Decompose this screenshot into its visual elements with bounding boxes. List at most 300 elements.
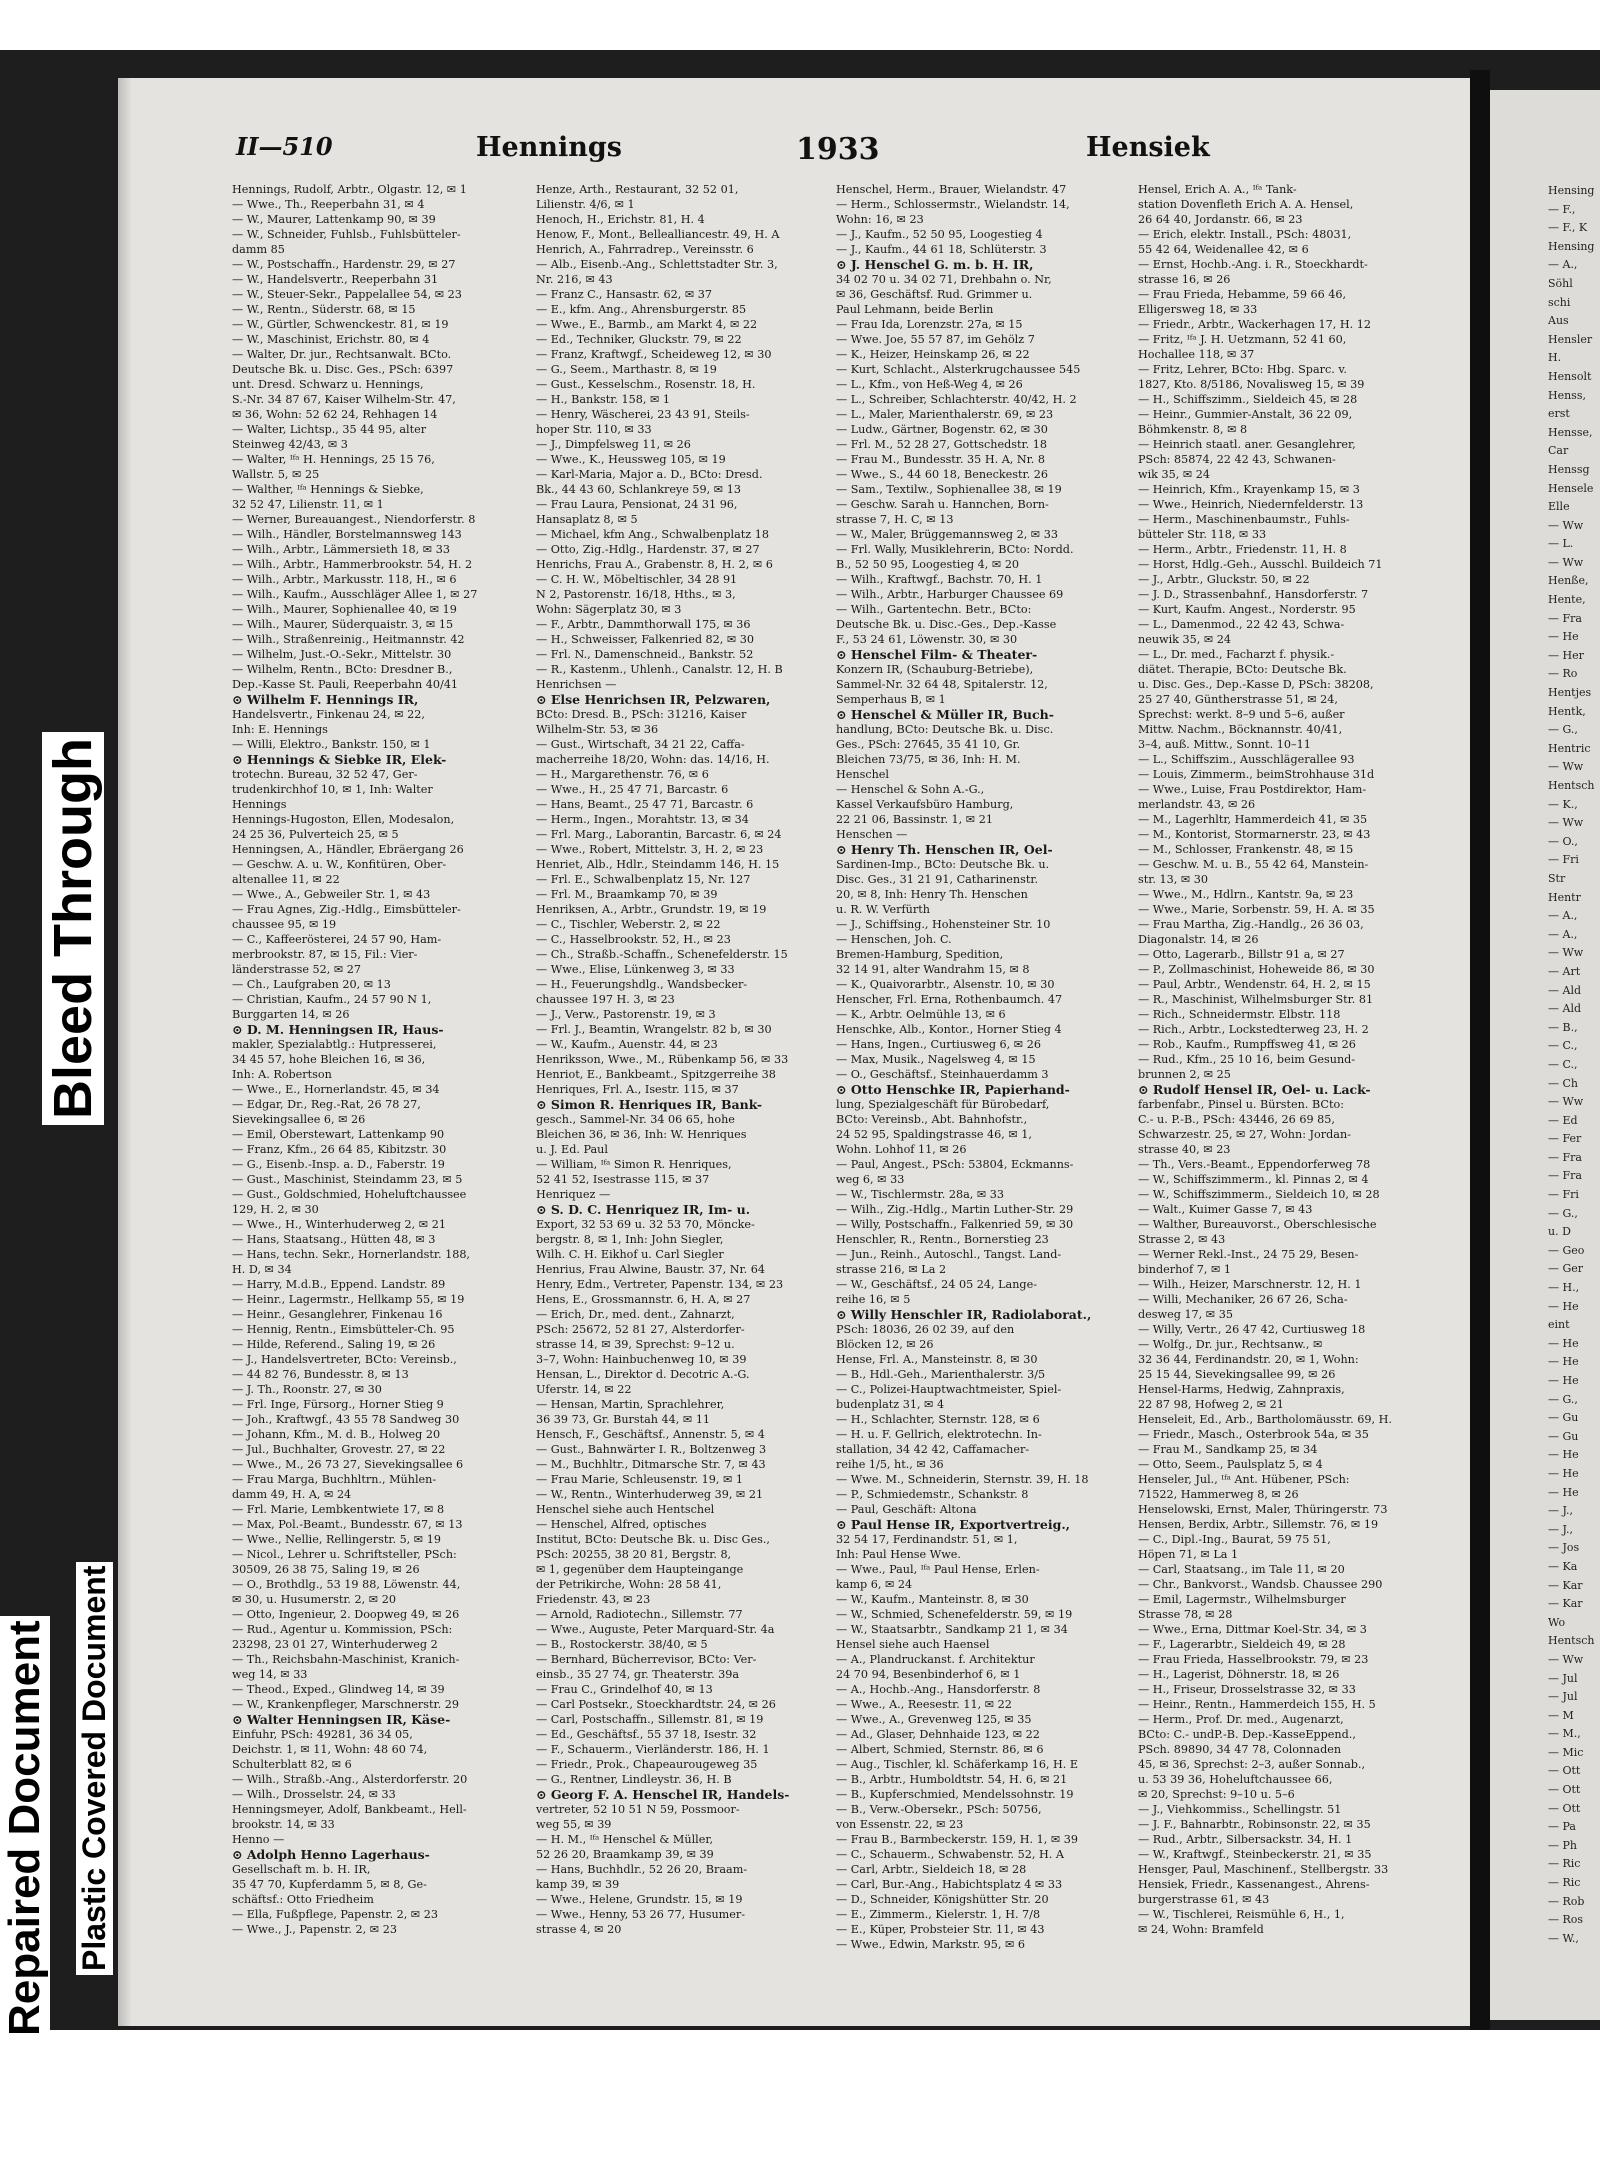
directory-entry: vertreter, 52 10 51 N 59, Possmoor- — [536, 1803, 740, 1816]
directory-entry: — K., Quaivorarbtr., Alsenstr. 10, ✉ 30 — [836, 978, 1055, 991]
directory-entry: Inh: Paul Hense Wwe. — [836, 1548, 961, 1561]
directory-entry: — C., Tischler, Weberstr. 2, ✉ 22 — [536, 918, 721, 931]
directory-entry: — L., Damenmod., 22 42 43, Schwa- — [1138, 618, 1345, 631]
directory-entry: N 2, Pastorenstr. 16/18, Hths., ✉ 3, — [536, 588, 736, 601]
directory-entry: ✉ 24, Wohn: Bramfeld — [1138, 1923, 1264, 1936]
directory-entry: — Otto, Zig.-Hdlg., Hardenstr. 37, ✉ 27 — [536, 543, 760, 556]
sliver-entry: erst — [1548, 407, 1570, 421]
directory-entry: — Th., Vers.-Beamt., Eppendorferweg 78 — [1138, 1158, 1371, 1171]
directory-entry: — Friedr., Arbtr., Wackerhagen 17, H. 12 — [1138, 318, 1371, 331]
directory-entry: ⊙ Walter Henningsen IR, Käse- — [232, 1712, 451, 1727]
directory-entry: Nr. 216, ✉ 43 — [536, 273, 613, 286]
sliver-entry: Hente, — [1548, 593, 1586, 607]
directory-entry: — Wilhelm, Rentn., BCto: Dresdner B., — [232, 663, 453, 676]
directory-entry: — L., Schiffszim., Ausschlägerallee 93 — [1138, 753, 1355, 766]
directory-entry: — Henschel, Alfred, optisches — [536, 1518, 707, 1531]
directory-entry: Ges., PSch: 27645, 35 41 10, Gr. — [836, 738, 1021, 751]
directory-entry: Hensel, Erich A. A., ᴵᶠᵃ Tank- — [1138, 183, 1297, 196]
directory-entry: Deutsche Bk. u. Disc.-Ges., Dep.-Kasse — [836, 618, 1057, 631]
directory-entry: — Wwe., A., Gebweiler Str. 1, ✉ 43 — [232, 888, 431, 901]
directory-entry: desweg 17, ✉ 35 — [1138, 1308, 1233, 1321]
directory-entry: — Frl. M., Braamkamp 70, ✉ 39 — [536, 888, 718, 901]
directory-entry: trotechn. Bureau, 32 52 47, Ger- — [232, 768, 418, 781]
directory-entry: — L., Maler, Marienthalerstr. 69, ✉ 23 — [836, 408, 1054, 421]
directory-entry: Henschke, Alb., Kontor., Horner Stieg 4 — [836, 1023, 1062, 1036]
directory-entry: — Rud., Kfm., 25 10 16, beim Gesund- — [1138, 1053, 1356, 1066]
directory-entry: — W., Maschinist, Erichstr. 80, ✉ 4 — [232, 333, 430, 346]
directory-entry: 32 36 44, Ferdinandstr. 20, ✉ 1, Wohn: — [1138, 1353, 1359, 1366]
directory-entry: Friedenstr. 43, ✉ 23 — [536, 1593, 651, 1606]
directory-entry: — Herm., Prof. Dr. med., Augenarzt, — [1138, 1713, 1344, 1726]
directory-entry: — Wwe., Elise, Lünkenweg 3, ✉ 33 — [536, 963, 735, 976]
directory-entry: — F., Arbtr., Dammthorwall 175, ✉ 36 — [536, 618, 751, 631]
directory-entry: handlung, BCto: Deutsche Bk. u. Disc. — [836, 723, 1054, 736]
directory-entry: — B., Verw.-Obersekr., PSch: 50756, — [836, 1803, 1042, 1816]
directory-entry: — Frau Marie, Schleusenstr. 19, ✉ 1 — [536, 1473, 744, 1486]
directory-entry: — J., Kaufm., 44 61 18, Schlüterstr. 3 — [836, 243, 1047, 256]
directory-entry: — W., Kaufm., Manteinstr. 8, ✉ 30 — [836, 1593, 1029, 1606]
bleed-through-label: Bleed Through — [42, 732, 104, 1125]
sliver-entry: — Pa — [1548, 1820, 1576, 1834]
directory-entry: — Kurt, Kaufm. Angest., Norderstr. 95 — [1138, 603, 1356, 616]
header-first-entry: Hennings — [476, 132, 622, 163]
directory-entry: ⊙ Simon R. Henriques IR, Bank- — [536, 1097, 763, 1112]
directory-entry: — Herm., Maschinenbaumstr., Fuhls- — [1138, 513, 1350, 526]
directory-entry: — Gust., Maschinist, Steindamm 23, ✉ 5 — [232, 1173, 463, 1186]
directory-entry: diätet. Therapie, BCto: Deutsche Bk. — [1138, 663, 1347, 676]
directory-entry: — Heinr., Rentn., Hammerdeich 155, H. 5 — [1138, 1698, 1376, 1711]
sliver-entry: Hensolt — [1548, 369, 1592, 383]
directory-entry: — R., Maschinist, Wilhelmsburger Str. 81 — [1138, 993, 1374, 1006]
directory-entry: — Wilh., Drosselstr. 24, ✉ 33 — [232, 1788, 396, 1801]
directory-entry: — Paul, Arbtr., Wendenstr. 64, H. 2, ✉ 15 — [1138, 978, 1371, 991]
directory-entry: 22 87 98, Hofweg 2, ✉ 21 — [1138, 1398, 1284, 1411]
directory-entry: — Max, Musik., Nagelsweg 4, ✉ 15 — [836, 1053, 1036, 1066]
sliver-entry: — Fri — [1548, 1188, 1579, 1202]
sliver-entry: — He — [1548, 1299, 1579, 1313]
directory-entry: chaussee 197 H. 3, ✉ 23 — [536, 993, 675, 1006]
directory-entry: — Frl. Marie, Lembkentwiete 17, ✉ 8 — [232, 1503, 445, 1516]
directory-entry: weg 6, ✉ 33 — [836, 1173, 905, 1186]
directory-entry: Schwarzestr. 25, ✉ 27, Wohn: Jordan- — [1138, 1128, 1351, 1141]
sliver-entry: Car — [1548, 444, 1569, 458]
directory-entry: damm 85 — [232, 243, 285, 256]
sliver-entry: — M — [1548, 1708, 1574, 1722]
directory-entry: Wohn: 16, ✉ 23 — [836, 213, 924, 226]
sliver-entry: — Gu — [1548, 1411, 1579, 1425]
directory-entry: ⊙ J. Henschel G. m. b. H. IR, — [836, 257, 1034, 272]
directory-entry: Inh: A. Robertson — [232, 1068, 332, 1081]
directory-entry: strasse 16, ✉ 26 — [1138, 273, 1231, 286]
directory-entry: — Wilh., Arbtr., Hammerbrookstr. 54, H. 2 — [232, 558, 473, 571]
directory-entry: länderstrasse 52, ✉ 27 — [232, 963, 362, 976]
directory-entry: — J., Arbtr., Gluckstr. 50, ✉ 22 — [1138, 573, 1310, 586]
directory-entry: — Hans, Staatsang., Hütten 48, ✉ 3 — [232, 1233, 436, 1246]
directory-entry: — E., Küper, Probsteier Str. 11, ✉ 43 — [836, 1923, 1045, 1936]
sliver-entry: — Ww — [1548, 760, 1584, 774]
directory-entry: — J. D., Strassenbahnf., Hansdorferstr. 7 — [1138, 588, 1369, 601]
directory-entry: — Wilh., Arbtr., Markusstr. 118, H., ✉ 6 — [232, 573, 457, 586]
sliver-entry: — Ott — [1548, 1801, 1581, 1815]
directory-entry: u. Disc. Ges., Dep.-Kasse D, PSch: 38208, — [1138, 678, 1374, 691]
directory-entry: — Wwe. M., Schneiderin, Sternstr. 39, H. 18 — [836, 1473, 1089, 1486]
directory-entry: — Frl. M., 52 28 27, Gottschedstr. 18 — [836, 438, 1047, 451]
sliver-entry: Hensse, — [1548, 425, 1593, 439]
directory-entry: — W., Schmied, Schenefelderstr. 59, ✉ 19 — [836, 1608, 1073, 1621]
directory-entry: Henseleit, Ed., Arb., Bartholomäusstr. 69, H. — [1138, 1413, 1392, 1426]
sliver-entry: — He — [1548, 1355, 1579, 1369]
directory-entry: — Gust., Bahnwärter I. R., Boltzenweg 3 — [536, 1443, 767, 1456]
directory-entry: Wallstr. 5, ✉ 25 — [232, 468, 320, 481]
sliver-entry: — Ww — [1548, 555, 1584, 569]
directory-entry: Handelsvertr., Finkenau 24, ✉ 22, — [232, 708, 425, 721]
directory-entry: Sprechst: werkt. 8–9 und 5–6, außer — [1138, 708, 1345, 721]
directory-entry: strasse 40, ✉ 23 — [1138, 1143, 1231, 1156]
directory-entry: — Wwe., H., Winterhuderweg 2, ✉ 21 — [232, 1218, 446, 1231]
directory-entry: — Willy, Postschaffn., Falkenried 59, ✉ 30 — [836, 1218, 1074, 1231]
sliver-entry: — A., — [1548, 909, 1578, 923]
sliver-entry: — Ott — [1548, 1783, 1581, 1797]
directory-entry: Henrichsen — — [536, 678, 617, 691]
directory-entry: merlandstr. 43, ✉ 26 — [1138, 798, 1256, 811]
directory-entry: — Frau Frieda, Hasselbrookstr. 79, ✉ 23 — [1138, 1653, 1369, 1666]
directory-entry: — Willy, Vertr., 26 47 42, Curtiusweg 18 — [1138, 1323, 1366, 1336]
directory-entry: Gesellschaft m. b. H. IR, — [232, 1863, 371, 1876]
directory-entry: Henriot, E., Bankbeamt., Spitzgerreihe 38 — [536, 1068, 776, 1081]
directory-entry: — Werner, Bureauangest., Niendorferstr. 8 — [232, 513, 476, 526]
sliver-entry: Hensing — [1548, 239, 1595, 253]
directory-entry: — Wwe., Robert, Mittelstr. 3, H. 2, ✉ 23 — [536, 843, 764, 856]
directory-entry: — J., Viehkommiss., Schellingstr. 51 — [1138, 1803, 1342, 1816]
directory-entry: — Fritz, Lehrer, BCto: Hbg. Sparc. v. — [1138, 363, 1347, 376]
sliver-entry: — K., — [1548, 797, 1578, 811]
directory-entry: H. D, ✉ 34 — [232, 1263, 292, 1276]
sliver-entry: Henße, — [1548, 574, 1589, 588]
sliver-entry: — Fra — [1548, 611, 1582, 625]
directory-entry: — J., Verw., Pastorenstr. 19, ✉ 3 — [536, 1008, 716, 1021]
directory-entry: Bleichen 36, ✉ 36, Inh: W. Henriques — [536, 1128, 747, 1141]
directory-entry: — Hans, Buchhdlr., 52 26 20, Braam- — [536, 1863, 748, 1876]
directory-entry: Henningsmeyer, Adolf, Bankbeamt., Hell- — [232, 1803, 467, 1816]
directory-entry: — W., Maurer, Lattenkamp 90, ✉ 39 — [232, 213, 436, 226]
directory-entry: — W., Gürtler, Schwenckestr. 81, ✉ 19 — [232, 318, 449, 331]
directory-entry: Henriet, Alb., Hdlr., Steindamm 146, H. 15 — [536, 858, 780, 871]
directory-entry: F., 53 24 61, Löwenstr. 30, ✉ 30 — [836, 633, 1018, 646]
directory-entry: ✉ 36, Wohn: 52 62 24, Rehhagen 14 — [232, 408, 438, 421]
directory-entry: binderhof 7, ✉ 1 — [1138, 1263, 1231, 1276]
directory-entry: Hansaplatz 8, ✉ 5 — [536, 513, 638, 526]
directory-entry: — L., Schreiber, Schlachterstr. 40/42, H. 2 — [836, 393, 1077, 406]
directory-entry: — Jun., Reinh., Autoschl., Tangst. Land- — [836, 1248, 1062, 1261]
directory-entry: ✉ 20, Sprechst: 9–10 u. 5–6 — [1138, 1788, 1295, 1801]
directory-entry: 32 14 91, alter Wandrahm 15, ✉ 8 — [836, 963, 1030, 976]
directory-entry: — Ed., Techniker, Gluckstr. 79, ✉ 22 — [536, 333, 742, 346]
directory-entry: Henrius, Frau Alwine, Baustr. 37, Nr. 64 — [536, 1263, 766, 1276]
page-header — [236, 132, 1236, 172]
directory-entry: — Geschw. M. u. B., 55 42 64, Manstein- — [1138, 858, 1369, 871]
sliver-entry: — Mic — [1548, 1745, 1584, 1759]
directory-entry: — B., Kupferschmied, Mendelssohnstr. 19 — [836, 1788, 1074, 1801]
directory-entry: — Wwe., Henny, 53 26 77, Husumer- — [536, 1908, 746, 1921]
directory-entry: Hensen, Berdix, Arbtr., Sillemstr. 76, ✉ 19 — [1138, 1518, 1379, 1531]
sliver-entry: — Fra — [1548, 1169, 1582, 1183]
directory-entry: — Carl Postsekr., Stoeckhardtstr. 24, ✉ 26 — [536, 1698, 776, 1711]
directory-entry: Kassel Verkaufsbüro Hamburg, — [836, 798, 1014, 811]
directory-entry: ⊙ S. D. C. Henriquez IR, Im- u. — [536, 1202, 751, 1217]
directory-entry: Henschler, R., Rentn., Bornerstieg 23 — [836, 1233, 1049, 1246]
directory-entry: — C., Polizei-Hauptwachtmeister, Spiel- — [836, 1383, 1062, 1396]
sliver-entry: Elle — [1548, 500, 1570, 514]
directory-entry: PSch: 20255, 38 20 81, Bergstr. 8, — [536, 1548, 732, 1561]
directory-entry: — E., kfm. Ang., Ahrensburgerstr. 85 — [536, 303, 747, 316]
sliver-entry: — He — [1548, 630, 1579, 644]
sliver-entry: — A., — [1548, 258, 1578, 272]
directory-entry: — J., Schiffsing., Hohensteiner Str. 10 — [836, 918, 1051, 931]
directory-entry: Henow, F., Mont., Bellealliancestr. 49, H. A — [536, 228, 780, 241]
directory-entry: Inh: E. Hennings — [232, 723, 328, 736]
directory-entry: — W., Rentn., Süderstr. 68, ✉ 15 — [232, 303, 416, 316]
directory-entry: — Frau Agnes, Zig.-Hdlg., Eimsbütteler- — [232, 903, 461, 916]
directory-entry: — H., Schiffszimm., Sieldeich 45, ✉ 28 — [1138, 393, 1358, 406]
directory-entry: Hensel siehe auch Haensel — [836, 1638, 990, 1651]
sliver-entry: — Ka — [1548, 1559, 1578, 1573]
directory-entry: — William, ᴵᶠᵃ Simon R. Henriques, — [536, 1158, 732, 1171]
directory-entry: — Wilh., Kraftwgf., Bachstr. 70, H. 1 — [836, 573, 1043, 586]
sliver-entry: — B., — [1548, 1020, 1578, 1034]
directory-entry: — Frau M., Sandkamp 25, ✉ 34 — [1138, 1443, 1318, 1456]
directory-entry: weg 55, ✉ 39 — [536, 1818, 612, 1831]
directory-entry: bergstr. 8, ✉ 1, Inh: John Siegler, — [536, 1233, 724, 1246]
directory-entry: — Wilh., Zig.-Hdlg., Martin Luther-Str. 29 — [836, 1203, 1074, 1216]
directory-entry: — Ad., Glaser, Dehnhaide 123, ✉ 22 — [836, 1728, 1040, 1741]
sliver-entry: — G., — [1548, 723, 1578, 737]
directory-entry: der Petrikirche, Wohn: 28 58 41, — [536, 1578, 722, 1591]
directory-entry: — W., Krankenpfleger, Marschnerstr. 29 — [232, 1698, 459, 1711]
sliver-entry: — J., — [1548, 1504, 1574, 1518]
directory-entry: 129, H. 2, ✉ 30 — [232, 1203, 319, 1216]
directory-entry: — J. F., Bahnarbtr., Robinsonstr. 22, ✉ 35 — [1138, 1818, 1371, 1831]
directory-entry: — Frl. Inge, Fürsorg., Horner Stieg 9 — [232, 1398, 444, 1411]
directory-entry: — E., Zimmerm., Kielerstr. 1, H. 7/8 — [836, 1908, 1041, 1921]
directory-entry: — Rich., Schneidermstr. Elbstr. 118 — [1138, 1008, 1341, 1021]
directory-entry: Deutsche Bk. u. Disc. Ges., PSch: 6397 — [232, 363, 454, 376]
directory-entry: — Theod., Exped., Glindweg 14, ✉ 39 — [232, 1683, 445, 1696]
directory-entry: — Frl. N., Damenschneid., Bankstr. 52 — [536, 648, 754, 661]
directory-entry: — J., Dimpfelsweg 11, ✉ 26 — [536, 438, 691, 451]
directory-entry: — B., Arbtr., Humboldtstr. 54, H. 6, ✉ 21 — [836, 1773, 1068, 1786]
directory-entry: — J. Th., Roonstr. 27, ✉ 30 — [232, 1383, 382, 1396]
directory-entry: — Herm., Schlossermstr., Wielandstr. 14, — [836, 198, 1070, 211]
directory-entry: — Wwe., Nellie, Rellingerstr. 5, ✉ 19 — [232, 1533, 441, 1546]
sliver-entry: — Her — [1548, 648, 1584, 662]
directory-entry: ✉ 30, u. Husumerstr. 2, ✉ 20 — [232, 1593, 396, 1606]
directory-entry: ⊙ Henschel & Müller IR, Buch- — [836, 707, 1054, 722]
directory-entry: Uferstr. 14, ✉ 22 — [536, 1383, 632, 1396]
directory-entry: — Nicol., Lehrer u. Schriftsteller, PSch: — [232, 1548, 457, 1561]
directory-entry: 34 45 57, hohe Bleichen 16, ✉ 36, — [232, 1053, 426, 1066]
directory-entry: 20, ✉ 8, Inh: Henry Th. Henschen — [836, 888, 1028, 901]
right-page-sliver — [1548, 182, 1600, 1945]
sliver-entry: Hensing — [1548, 184, 1595, 197]
sliver-entry: — J., — [1548, 1522, 1574, 1536]
directory-entry: — B., Rostockerstr. 38/40, ✉ 5 — [536, 1638, 708, 1651]
directory-entry: — M., Buchhltr., Ditmarsche Str. 7, ✉ 43 — [536, 1458, 766, 1471]
directory-entry: Höpen 71, ✉ La 1 — [1138, 1548, 1239, 1561]
directory-entry: ⊙ Hennings & Siebke IR, Elek- — [232, 752, 447, 767]
sliver-entry: — Ald — [1548, 1002, 1581, 1016]
directory-entry: einsb., 35 27 74, gr. Theaterstr. 39a — [536, 1668, 740, 1681]
directory-entry: Henry, Edm., Vertreter, Papenstr. 134, ✉ 23 — [536, 1278, 784, 1291]
directory-entry: — L., Kfm., von Heß-Weg 4, ✉ 26 — [836, 378, 1023, 391]
directory-entry: 25 27 40, Güntherstrasse 51, ✉ 24, — [1138, 693, 1338, 706]
directory-entry: — Henschel & Sohn A.-G., — [836, 783, 985, 796]
directory-entry: — Otto, Ingenieur, 2. Doopweg 49, ✉ 26 — [232, 1608, 460, 1621]
directory-entry: — Wwe., K., Heussweg 105, ✉ 19 — [536, 453, 726, 466]
directory-entry: — Wwe., Auguste, Peter Marquard-Str. 4a — [536, 1623, 775, 1636]
directory-entry: 3–4, auß. Mittw., Sonnt. 10–11 — [1138, 738, 1311, 751]
directory-entry: 55 42 64, Weidenallee 42, ✉ 6 — [1138, 243, 1309, 256]
directory-entry: — Wolfg., Dr. jur., Rechtsanw., ✉ — [1138, 1338, 1323, 1351]
directory-entry: ⊙ Willy Henschler IR, Radiolaborat., — [836, 1307, 1092, 1322]
directory-entry: merbrookstr. 87, ✉ 15, Fil.: Vier- — [232, 948, 418, 961]
directory-entry: B., 52 50 95, Loogestieg 4, ✉ 20 — [836, 558, 1020, 571]
directory-entry: strasse 216, ✉ La 2 — [836, 1263, 947, 1276]
directory-entry: — Kurt, Schlacht., Alsterkrugchaussee 545 — [836, 363, 1081, 376]
sliver-entry: u. D — [1548, 1225, 1571, 1239]
directory-entry: — K., Arbtr. Oelmühle 13, ✉ 6 — [836, 1008, 1006, 1021]
sliver-entry: — O., — [1548, 834, 1578, 848]
directory-entry: Henno — — [232, 1833, 285, 1846]
sliver-entry: — He — [1548, 1336, 1579, 1350]
sliver-entry: — Jos — [1548, 1541, 1580, 1555]
directory-entry: Hennings, Rudolf, Arbtr., Olgastr. 12, ✉ 1 — [232, 183, 467, 196]
directory-entry: trudenkirchhof 10, ✉ 1, Inh: Walter — [232, 783, 433, 796]
directory-entry: — J., Kaufm., 52 50 95, Loogestieg 4 — [836, 228, 1043, 241]
directory-entry: 25 15 44, Sievekingsallee 99, ✉ 26 — [1138, 1368, 1336, 1381]
directory-entry: Mittw. Nachm., Böcknannstr. 40/41, — [1138, 723, 1343, 736]
directory-entry: — A., Hochb.-Ang., Hansdorferstr. 8 — [836, 1683, 1041, 1696]
directory-entry: — 44 82 76, Bundesstr. 8, ✉ 13 — [232, 1368, 409, 1381]
directory-entry: — Wwe., J., Papenstr. 2, ✉ 23 — [232, 1923, 397, 1936]
directory-entry: 24 70 94, Besenbinderhof 6, ✉ 1 — [836, 1668, 1021, 1681]
sliver-entry: — Kar — [1548, 1597, 1583, 1611]
directory-entry: ✉ 36, Geschäftsf. Rud. Grimmer u. — [836, 288, 1033, 301]
directory-entry: — Frau Ida, Lorenzstr. 27a, ✉ 15 — [836, 318, 1023, 331]
directory-entry: str. 13, ✉ 30 — [1138, 873, 1208, 886]
directory-entry: — Wilh., Heizer, Marschnerstr. 12, H. 1 — [1138, 1278, 1362, 1291]
directory-entry: damm 49, H. A, ✉ 24 — [232, 1488, 352, 1501]
directory-entry: Deichstr. 1, ✉ 11, Wohn: 48 60 74, — [232, 1743, 428, 1756]
sliver-entry: — He — [1548, 1374, 1579, 1387]
directory-entry: Blöcken 12, ✉ 26 — [836, 1338, 934, 1351]
sliver-entry: — He — [1548, 1466, 1579, 1480]
directory-entry: — Walter, ᴵᶠᵃ H. Hennings, 25 15 76, — [232, 453, 435, 466]
directory-entry: Henschel siehe auch Hentschel — [536, 1503, 715, 1516]
directory-entry: Henrich, A., Fahrradrep., Vereinsstr. 6 — [536, 243, 754, 256]
directory-entry: ⊙ Else Henrichsen IR, Pelzwaren, — [536, 692, 771, 707]
directory-entry: u. 53 39 36, Hoheluftchaussee 66, — [1138, 1773, 1333, 1786]
directory-entry: — Jul., Buchhalter, Grovestr. 27, ✉ 22 — [232, 1443, 446, 1456]
directory-entry: — P., Zollmaschinist, Hoheweide 86, ✉ 30 — [1138, 963, 1375, 976]
sliver-entry: — Geo — [1548, 1243, 1585, 1257]
directory-entry: — M., Kontorist, Stormarnerstr. 23, ✉ 43 — [1138, 828, 1371, 841]
directory-entry: — Frl. E., Schwalbenplatz 15, Nr. 127 — [536, 873, 751, 886]
directory-entry: — W., Schiffszimmerm., Sieldeich 10, ✉ 28 — [1138, 1188, 1380, 1201]
directory-entry: — Frau Martha, Zig.-Handlg., 26 36 03, — [1138, 918, 1364, 931]
directory-entry: — Wwe., Erna, Dittmar Koel-Str. 34, ✉ 3 — [1138, 1623, 1367, 1636]
directory-entry: — Emil, Oberstewart, Lattenkamp 90 — [232, 1128, 445, 1141]
directory-entry: ⊙ Wilhelm F. Hennings IR, — [232, 692, 419, 707]
directory-entry: — F., Lagerarbtr., Sieldeich 49, ✉ 28 — [1138, 1638, 1346, 1651]
sliver-entry: — Kar — [1548, 1578, 1583, 1592]
directory-entry: — Wilh., Arbtr., Lämmersieth 18, ✉ 33 — [232, 543, 450, 556]
directory-entry: station Dovenfleth Erich A. A. Hensel, — [1138, 198, 1354, 211]
directory-entry: kamp 6, ✉ 24 — [836, 1578, 913, 1591]
header-last-entry: Hensiek — [1086, 132, 1210, 163]
directory-entry: — W., Tischlerei, Reismühle 6, H., 1, — [1138, 1908, 1345, 1921]
directory-entry: Henscher, Frl. Erna, Rothenbaumch. 47 — [836, 993, 1063, 1006]
directory-entry: — H. u. F. Gellrich, elektrotechn. In- — [836, 1428, 1042, 1441]
sliver-entry: — Jul — [1548, 1671, 1578, 1685]
directory-entry: — Wwe., M., 26 73 27, Sievekingsallee 6 — [232, 1458, 464, 1471]
sliver-entry: — Ww — [1548, 1095, 1584, 1109]
directory-entry: ⊙ Paul Hense IR, Exportvertreig., — [836, 1517, 1071, 1532]
sliver-entry: — F., K — [1548, 221, 1588, 235]
directory-entry: — Hans, Beamt., 25 47 71, Barcastr. 6 — [536, 798, 754, 811]
directory-entry: — O., Brothdlg., 53 19 88, Löwenstr. 44, — [232, 1578, 461, 1591]
directory-entry: — Wilh., Maurer, Süderquaistr. 3, ✉ 15 — [232, 618, 454, 631]
directory-entry: Hensiek, Friedr., Kassenangest., Ahrens- — [1138, 1878, 1370, 1891]
directory-entry: — Wwe., M., Hdlrn., Kantstr. 9a, ✉ 23 — [1138, 888, 1354, 901]
directory-entry: — B., Hdl.-Geh., Marienthalerstr. 3/5 — [836, 1368, 1046, 1381]
directory-entry: Wilh. C. H. Eikhof u. Carl Siegler — [536, 1248, 724, 1261]
directory-entry: — Frau Frieda, Hebamme, 59 66 46, — [1138, 288, 1347, 301]
directory-entry: — Wwe., Heinrich, Niedernfelderstr. 13 — [1138, 498, 1364, 511]
directory-entry: — Rud., Agentur u. Kommission, PSch: — [232, 1623, 453, 1636]
sliver-entry: — He — [1548, 1448, 1579, 1462]
directory-entry: — Paul, Geschäft: Altona — [836, 1503, 977, 1516]
directory-entry: Hens, E., Grossmannstr. 6, H. A, ✉ 27 — [536, 1293, 751, 1306]
directory-entry: Hensel-Harms, Hedwig, Zahnpraxis, — [1138, 1383, 1345, 1396]
directory-entry: — W., Kraftwgf., Steinbeckerstr. 21, ✉ 35 — [1138, 1848, 1372, 1861]
directory-entry: — Wilh., Kaufm., Ausschläger Allee 1, ✉ 27 — [232, 588, 478, 601]
directory-entry: 24 25 36, Pulverteich 25, ✉ 5 — [232, 828, 399, 841]
sliver-entry: — G., — [1548, 1206, 1578, 1220]
directory-entry: — Heinrich, Kfm., Krayenkamp 15, ✉ 3 — [1138, 483, 1360, 496]
directory-entry: u. R. W. Verfürth — [836, 903, 930, 916]
repaired-document-label: Repaired Document — [0, 1616, 50, 2040]
directory-entry: — Gust., Goldschmied, Hoheluftchaussee — [232, 1188, 467, 1201]
directory-entry: Institut, BCto: Deutsche Bk. u. Disc Ges., — [536, 1533, 770, 1546]
sliver-entry: Henss, — [1548, 388, 1586, 402]
directory-entry: Elligersweg 18, ✉ 33 — [1138, 303, 1258, 316]
directory-entry: Strasse 78, ✉ 28 — [1138, 1608, 1233, 1621]
directory-entry: — Frl. Wally, Musiklehrerin, BCto: Nordd. — [836, 543, 1074, 556]
directory-entry: 24 52 95, Spaldingstrasse 46, ✉ 1, — [836, 1128, 1032, 1141]
directory-entry: — Frau Marga, Buchhltrn., Mühlen- — [232, 1473, 437, 1486]
directory-entry: — Wwe., Helene, Grundstr. 15, ✉ 19 — [536, 1893, 743, 1906]
directory-entry: Hensger, Paul, Maschinenf., Stellbergstr. 33 — [1138, 1863, 1389, 1876]
directory-entry: ⊙ Rudolf Hensel IR, Oel- u. Lack- — [1138, 1082, 1371, 1097]
directory-entry: Steinweg 42/43, ✉ 3 — [232, 438, 348, 451]
directory-entry: — Wwe., A., Grevenweg 125, ✉ 35 — [836, 1713, 1032, 1726]
sliver-entry: — M., — [1548, 1727, 1581, 1741]
sliver-entry: — H., — [1548, 1281, 1580, 1295]
directory-entry: — Frl. Marg., Laborantin, Barcastr. 6, ✉ 24 — [536, 828, 782, 841]
sliver-entry: — Rob — [1548, 1894, 1585, 1908]
directory-entry: — H., Schweisser, Falkenried 82, ✉ 30 — [536, 633, 755, 646]
directory-entry: Henriques, Frl. A., Isestr. 115, ✉ 37 — [536, 1083, 739, 1096]
